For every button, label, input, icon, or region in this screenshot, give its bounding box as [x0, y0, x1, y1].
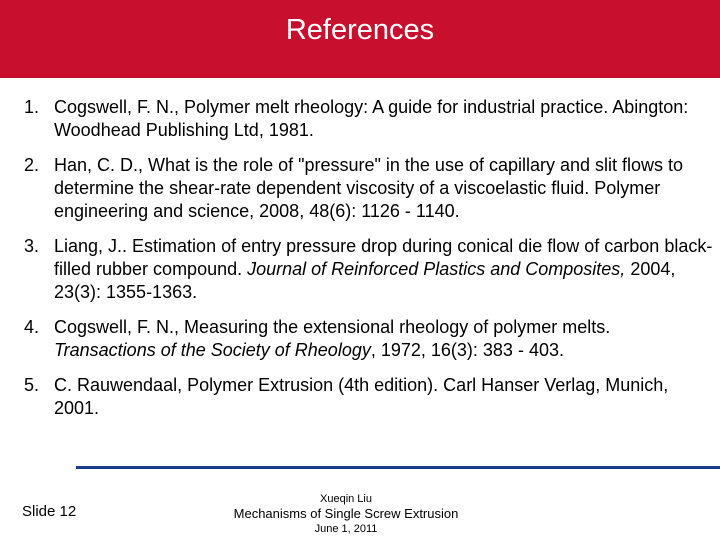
footer-info: [196, 492, 496, 536]
reference-source: Journal of Reinforced Plastics and Composites,: [247, 259, 626, 279]
title-bar: [0, 0, 720, 78]
reference-text: C. Rauwendaal, Polymer Extrusion (4th edition). Carl Hanser Verlag, Munich, 2001.: [54, 375, 669, 418]
footer-divider: [76, 466, 720, 469]
footer-date: June 1, 2011: [314, 523, 378, 535]
reference-source: Transactions of the Society of Rheology: [54, 340, 371, 360]
reference-number: 3.: [24, 236, 40, 256]
reference-text: Cogswell, F. N., Polymer melt rheology: A guide for industrial practice. Abington: Woodhead Publishing Ltd, 1981.: [54, 97, 689, 140]
reference-item: [24, 96, 714, 142]
reference-item: [24, 374, 714, 420]
reference-item: [24, 235, 714, 304]
reference-number: 1.: [24, 97, 40, 117]
slide-number: Slide 12: [22, 503, 77, 520]
reference-list: [24, 96, 714, 432]
reference-number: 4.: [24, 317, 40, 337]
reference-text: , 1972, 16(3): 383 - 403.: [370, 340, 564, 360]
reference-text: Cogswell, F. N., Measuring the extensional rheology of polymer melts.: [54, 317, 611, 337]
reference-text: Han, C. D., What is the role of "pressure" in the use of capillary and slit flows to determine the shear-rate dependent viscosity of a viscoelastic fluid. Polymer engineering and science, 2008, 48(6): 1126 - 1140.: [54, 155, 684, 221]
reference-text: Liang, J.. Estimation of entry pressure drop during conical die flow of carbon black-filled rubber compound.: [54, 236, 713, 279]
reference-item: [24, 154, 714, 223]
reference-item: [24, 316, 714, 362]
reference-text: 2004, 23(3): 1355-1363.: [54, 259, 676, 302]
reference-number: 5.: [24, 375, 40, 395]
slide-title: References: [285, 14, 435, 46]
reference-number: 2.: [24, 155, 40, 175]
footer-author: Xueqin Liu: [320, 493, 372, 505]
footer-title: Mechanisms of Single Screw Extrusion: [233, 506, 459, 521]
